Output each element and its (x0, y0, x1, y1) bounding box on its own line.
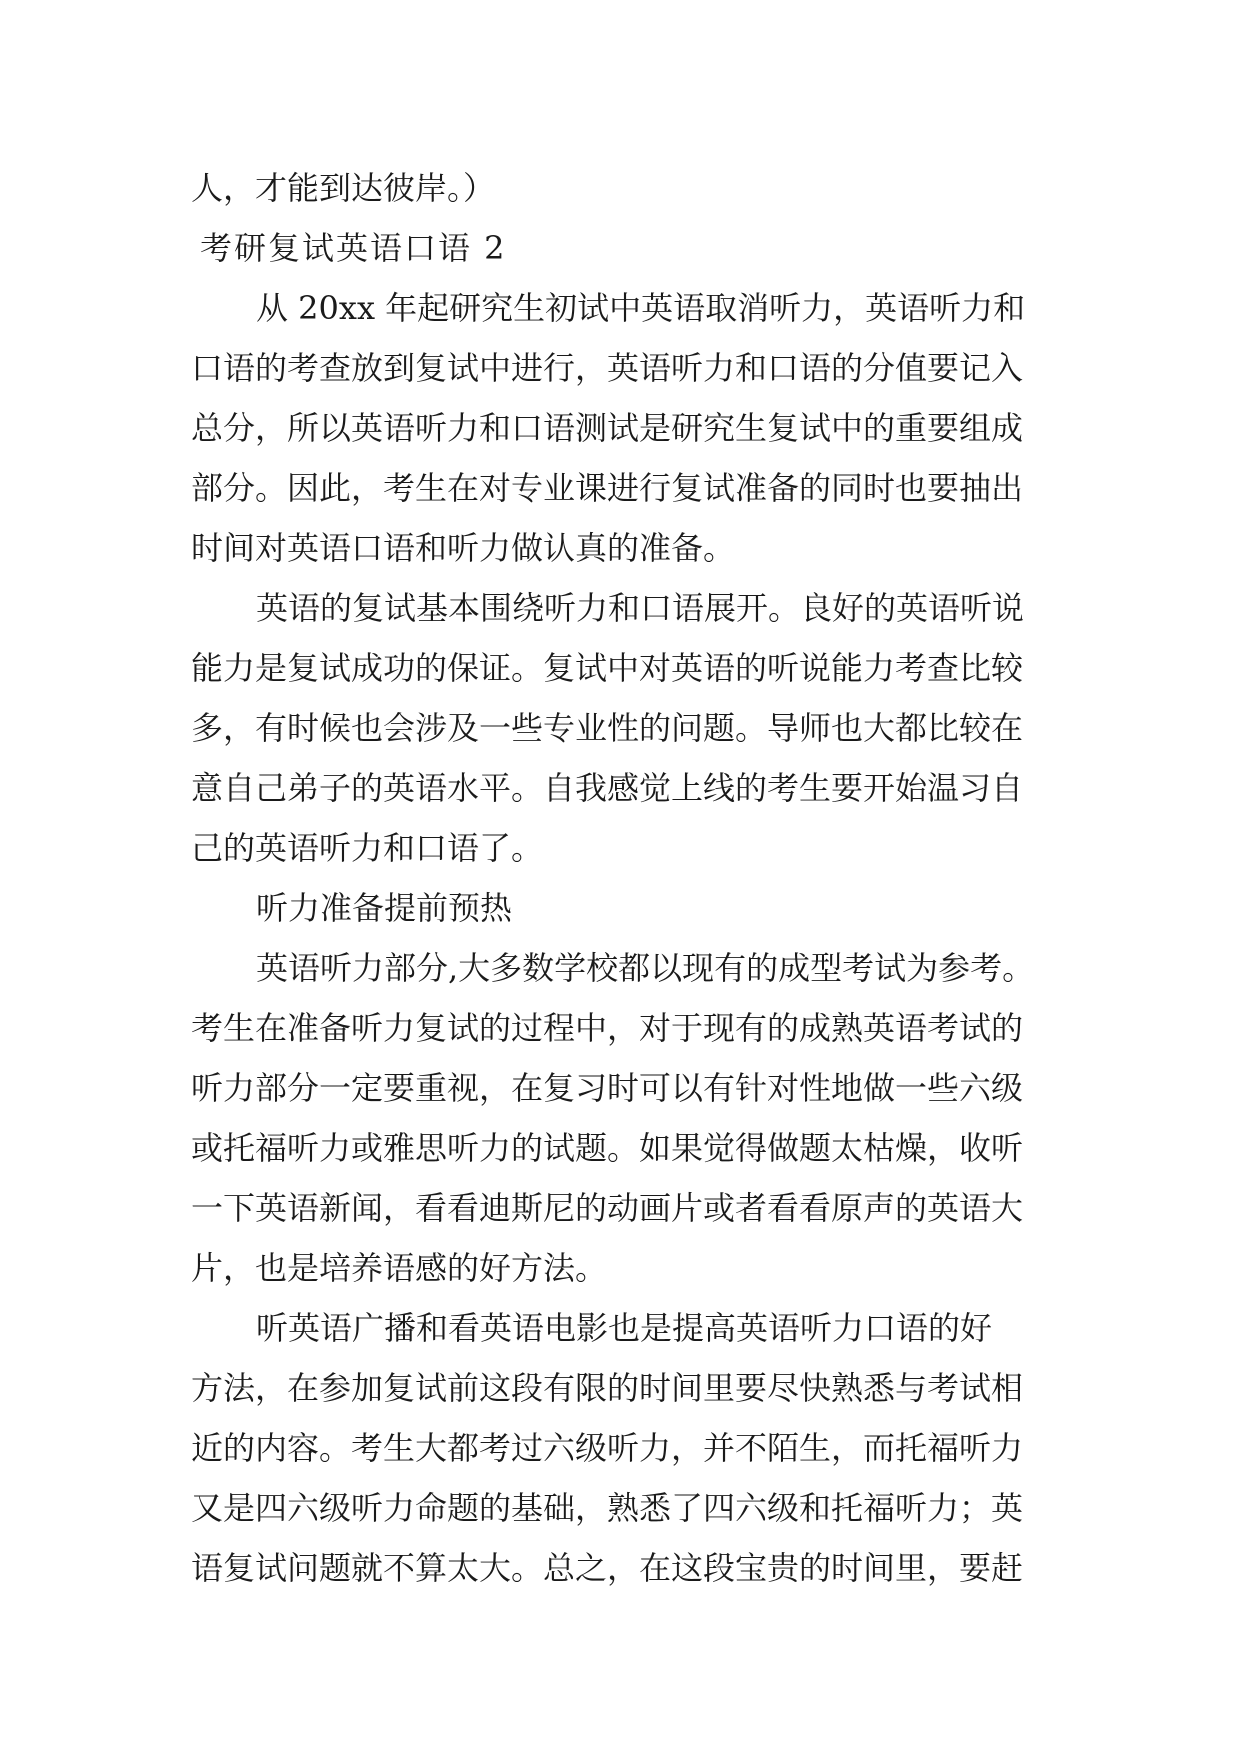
paragraph-line: 又是四六级听力命题的基础，熟悉了四六级和托福听力；英 (191, 1489, 1024, 1527)
paragraph-line: 总分，所以英语听力和口语测试是研究生复试中的重要组成 (191, 409, 1024, 447)
paragraph-line: 片，也是培养语感的好方法。 (191, 1249, 608, 1287)
paragraph-line: 能力是复试成功的保证。复试中对英语的听说能力考查比较 (191, 649, 1024, 687)
paragraph-line: 考生在准备听力复试的过程中，对于现有的成熟英语考试的 (191, 1009, 1024, 1047)
paragraph-line: 多，有时候也会涉及一些专业性的问题。导师也大都比较在 (191, 709, 1024, 747)
paragraph-line: 一下英语新闻，看看迪斯尼的动画片或者看看原声的英语大 (191, 1189, 1024, 1227)
paragraph-line: 从 20xx 年起研究生初试中英语取消听力，英语听力和 (256, 289, 1026, 327)
paragraph-line: 方法，在参加复试前这段有限的时间里要尽快熟悉与考试相 (191, 1369, 1024, 1407)
paragraph-line: 听力部分一定要重视，在复习时可以有针对性地做一些六级 (191, 1069, 1024, 1107)
paragraph-line: 或托福听力或雅思听力的试题。如果觉得做题太枯燥，收听 (191, 1129, 1024, 1167)
paragraph-line: 口语的考查放到复试中进行，英语听力和口语的分值要记入 (191, 349, 1024, 387)
subsection-heading: 听力准备提前预热 (256, 889, 513, 927)
paragraph-line: 人，才能到达彼岸。） (191, 169, 496, 207)
paragraph-line: 意自己弟子的英语水平。自我感觉上线的考生要开始温习自 (191, 769, 1024, 807)
paragraph-line: 己的英语听力和口语了。 (191, 829, 544, 867)
paragraph-line: 部分。因此，考生在对专业课进行复试准备的同时也要抽出 (191, 469, 1024, 507)
section-heading: 考研复试英语口语 2 (200, 229, 507, 267)
paragraph-line: 时间对英语口语和听力做认真的准备。 (191, 529, 736, 567)
paragraph-line: 英语的复试基本围绕听力和口语展开。良好的英语听说 (256, 589, 1025, 627)
paragraph-line: 语复试问题就不算太大。总之，在这段宝贵的时间里，要赶 (191, 1549, 1024, 1587)
paragraph-line: 听英语广播和看英语电影也是提高英语听力口语的好 (256, 1309, 993, 1347)
paragraph-line: 近的内容。考生大都考过六级听力，并不陌生，而托福听力 (191, 1429, 1024, 1467)
paragraph-line: 英语听力部分,大多数学校都以现有的成型考试为参考。 (256, 949, 1035, 987)
